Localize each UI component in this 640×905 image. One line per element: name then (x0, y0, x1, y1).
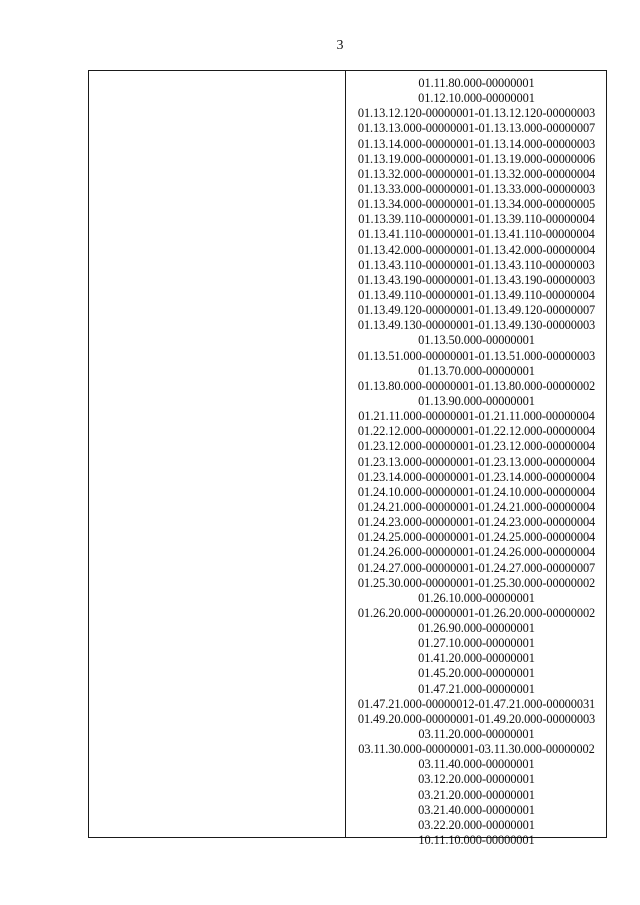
left-cell (89, 71, 345, 837)
code-row: 03.11.40.000-00000001 (418, 757, 535, 772)
code-row: 01.13.41.110-00000001-01.13.41.110-00000004 (358, 227, 595, 242)
code-row: 01.13.49.110-00000001-01.13.49.110-00000004 (358, 287, 595, 302)
code-row: 01.13.51.000-00000001-01.13.51.000-00000003 (357, 348, 596, 363)
code-row: 01.13.43.190-00000001-01.13.43.190-00000003 (357, 272, 596, 287)
code-row: 01.13.70.000-00000001 (418, 363, 535, 378)
code-row: 01.13.14.000-00000001-01.13.14.000-00000003 (357, 136, 596, 151)
code-row: 01.13.13.000-00000001-01.13.13.000-00000007 (357, 121, 596, 136)
code-row: 01.13.34.000-00000001-01.13.34.000-00000005 (357, 197, 596, 212)
code-row: 01.13.33.000-00000001-01.13.33.000-00000003 (357, 181, 596, 196)
code-row: 01.24.10.000-00000001-01.24.10.000-00000004 (357, 484, 596, 499)
code-row: 01.13.90.000-00000001 (418, 393, 535, 408)
code-row: 01.13.49.130-00000001-01.13.49.130-00000003 (357, 318, 596, 333)
code-row: 10.11.10.000-00000001 (418, 833, 535, 848)
code-row: 01.26.10.000-00000001 (418, 590, 535, 605)
code-row: 01.24.25.000-00000001-01.24.25.000-00000004 (357, 530, 596, 545)
page-number: 3 (336, 38, 344, 53)
code-row: 01.24.26.000-00000001-01.24.26.000-00000004 (357, 545, 596, 560)
code-row: 01.41.20.000-00000001 (418, 651, 535, 666)
code-row: 01.26.90.000-00000001 (418, 621, 535, 636)
code-row: 01.24.27.000-00000001-01.24.27.000-00000007 (357, 560, 596, 575)
column-divider (345, 71, 346, 837)
code-row: 03.21.40.000-00000001 (418, 802, 535, 817)
code-row: 03.12.20.000-00000001 (418, 772, 535, 787)
code-row: 01.13.19.000-00000001-01.13.19.000-00000006 (357, 151, 596, 166)
code-row: 01.13.43.110-00000001-01.13.43.110-00000003 (358, 257, 595, 272)
code-row: 01.27.10.000-00000001 (418, 636, 535, 651)
code-row: 01.23.12.000-00000001-01.23.12.000-00000004 (357, 439, 596, 454)
code-row: 01.13.49.120-00000001-01.13.49.120-00000007 (357, 303, 596, 318)
code-row: 01.13.32.000-00000001-01.13.32.000-00000004 (357, 166, 596, 181)
code-row: 03.21.20.000-00000001 (418, 787, 535, 802)
code-row: 01.13.80.000-00000001-01.13.80.000-00000002 (357, 378, 596, 393)
code-row: 01.49.20.000-00000001-01.49.20.000-00000003 (357, 711, 596, 726)
code-row: 01.12.10.000-00000001 (418, 91, 535, 106)
code-row: 01.23.14.000-00000001-01.23.14.000-00000004 (357, 469, 596, 484)
code-row: 01.11.80.000-00000001 (418, 76, 535, 90)
code-row: 03.11.20.000-00000001 (418, 727, 535, 742)
code-row: 01.23.13.000-00000001-01.23.13.000-00000004 (357, 454, 596, 469)
code-row: 01.13.12.120-00000001-01.13.12.120-00000003 (357, 106, 596, 121)
code-row: 01.21.11.000-00000001-01.21.11.000-00000004 (358, 409, 595, 424)
codes-table (88, 70, 607, 848)
code-row: 01.24.23.000-00000001-01.24.23.000-00000004 (357, 515, 596, 530)
code-row: 01.13.39.110-00000001-01.13.39.110-00000004 (358, 212, 595, 227)
code-row: 01.47.21.000-00000001 (418, 681, 535, 696)
code-row: 03.11.30.000-00000001-03.11.30.000-00000002 (358, 742, 595, 757)
code-row: 01.24.21.000-00000001-01.24.21.000-00000004 (357, 499, 596, 514)
code-row: 01.13.42.000-00000001-01.13.42.000-00000004 (357, 242, 596, 257)
codes-list (347, 76, 606, 848)
code-row: 01.22.12.000-00000001-01.22.12.000-00000004 (357, 424, 596, 439)
code-row: 01.13.50.000-00000001 (418, 333, 535, 348)
code-row: 03.22.20.000-00000001 (418, 817, 535, 832)
code-row: 01.26.20.000-00000001-01.26.20.000-00000002 (357, 605, 596, 620)
code-row: 01.45.20.000-00000001 (418, 666, 535, 681)
code-row: 01.25.30.000-00000001-01.25.30.000-00000002 (357, 575, 596, 590)
code-row: 01.47.21.000-00000012-01.47.21.000-00000031 (357, 696, 596, 711)
